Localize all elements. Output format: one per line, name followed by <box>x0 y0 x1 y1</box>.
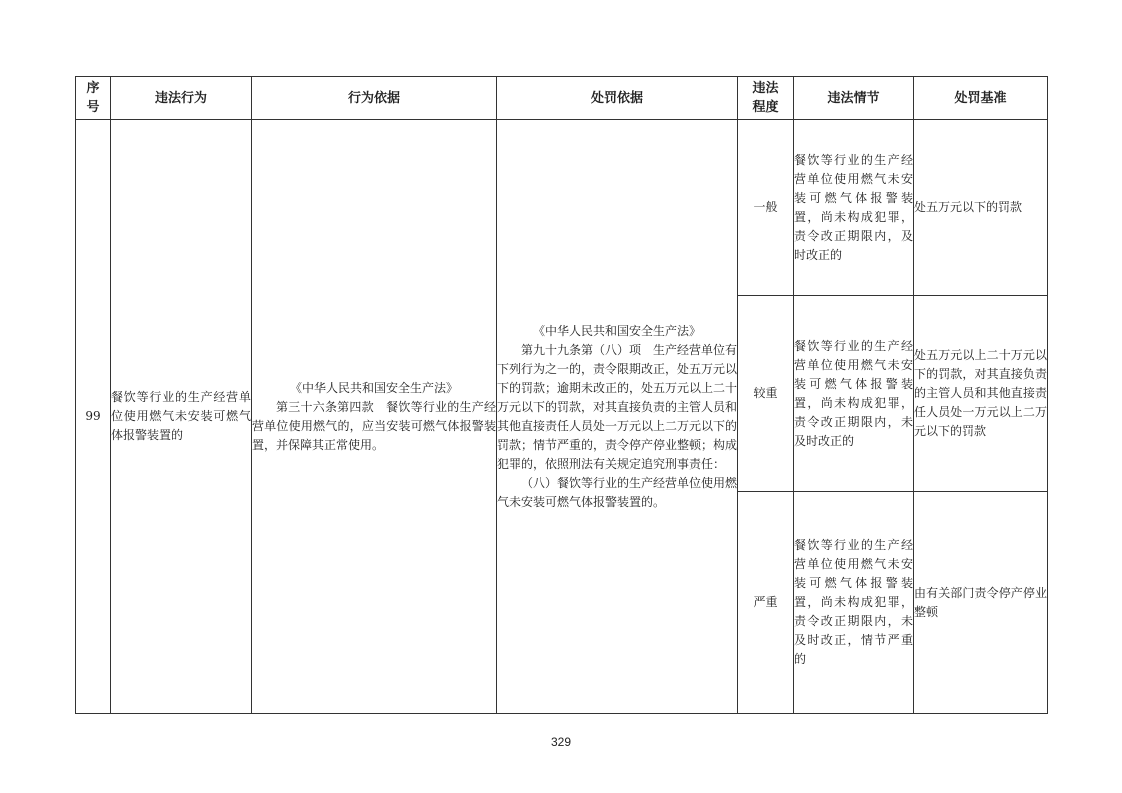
standard-serious: 处五万元以上二十万元以下的罚款，对其直接负责的主管人员和其他直接责任人员处一万元以上二万元以下的罚款 <box>914 296 1048 492</box>
standard-severe: 由有关部门责令停产停业整顿 <box>914 492 1048 714</box>
table-row <box>76 120 1048 296</box>
header-degree: 违法程度 <box>738 77 794 120</box>
basis-law-title: 《中华人民共和国安全生产法》 <box>289 380 458 395</box>
circumstance-severe: 餐饮等行业的生产经营单位使用燃气未安装可燃气体报警装置，尚未构成犯罪，责令改正期限内，未及时改正，情节严重的 <box>794 492 914 714</box>
header-penalty-basis: 处罚依据 <box>497 77 738 120</box>
degree-general: 一般 <box>738 120 794 296</box>
row-basis-cell <box>252 120 497 714</box>
standard-general: 处五万元以下的罚款 <box>914 120 1048 296</box>
penalty-item-text: （八）餐饮等行业的生产经营单位使用燃气未安装可燃气体报警装置的。 <box>497 475 738 509</box>
page-number: 329 <box>550 735 572 749</box>
penalty-standard-table <box>75 76 1048 714</box>
penalty-law-title: 《中华人民共和国安全生产法》 <box>532 323 701 338</box>
header-violation: 违法行为 <box>111 77 252 120</box>
header-circumstance: 违法情节 <box>794 77 914 120</box>
degree-serious: 较重 <box>738 296 794 492</box>
circumstance-serious: 餐饮等行业的生产经营单位使用燃气未安装可燃气体报警装置，尚未构成犯罪，责令改正期限内，未及时改正的 <box>794 296 914 492</box>
header-seq: 序号 <box>76 77 111 120</box>
row-penalty-basis-cell <box>497 120 738 714</box>
basis-article-text: 第三十六条第四款 餐饮等行业的生产经营单位使用燃气的，应当安装可燃气体报警装置，并保障其正常使用。 <box>252 399 496 452</box>
circumstance-general: 餐饮等行业的生产经营单位使用燃气未安装可燃气体报警装置，尚未构成犯罪，责令改正期限内，及时改正的 <box>794 120 914 296</box>
header-basis: 行为依据 <box>252 77 497 120</box>
table-header-row <box>76 77 1048 120</box>
header-standard: 处罚基准 <box>914 77 1048 120</box>
penalty-article-text: 第九十九条第（八）项 生产经营单位有下列行为之一的，责令限期改正，处五万元以下的罚款；逾期未改正的，处五万元以上二十万元以下的罚款，对其直接负责的主管人员和其他直接责任人员处一万元以上二万元以下的罚款；情节严重的，责令停产停业整顿；构成犯罪的，依照刑法有关规定追究刑事责任： <box>497 342 738 471</box>
degree-severe: 严重 <box>738 492 794 714</box>
row-violation: 餐饮等行业的生产经营单位使用燃气未安装可燃气体报警装置的 <box>111 120 252 714</box>
row-seq: 99 <box>76 120 111 714</box>
